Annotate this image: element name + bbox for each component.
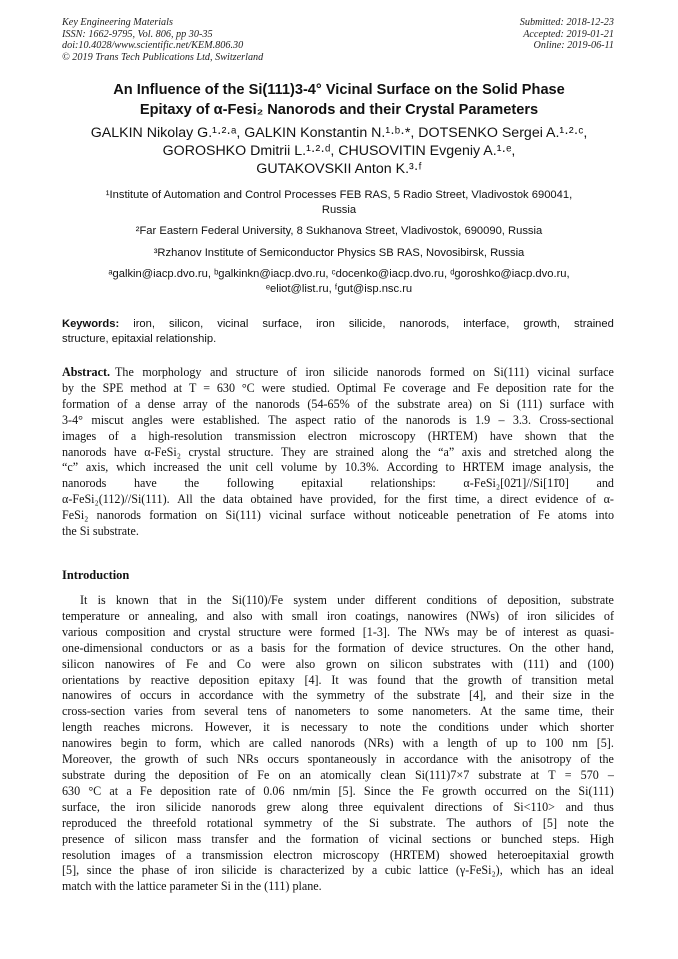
paragraph-line <box>62 863 614 879</box>
paragraph-line <box>62 736 614 752</box>
paragraph-line <box>62 832 614 848</box>
affiliation-2-line: ²Far Eastern Federal University, 8 Sukhanova Street, Vladivostok, 690090, Russia <box>135 225 543 237</box>
affiliation-2 <box>62 224 616 239</box>
emails-line-2: ᵉeliot@list.ru, ᶠgut@isp.nsc.ru <box>265 282 413 295</box>
abstract-line <box>62 492 614 508</box>
paragraph-text: reproduced the threefold rotational symmetry of the Si substrate. The authors of [5] note the <box>62 815 614 830</box>
paragraph-text: 630 °C at a Fe deposition rate of 0.06 nm/min [5]. Since the Fe growth occurred on the Si(111) <box>62 783 614 798</box>
author-list <box>56 124 622 179</box>
abstract-line <box>62 397 614 413</box>
doi-line: doi:10.4028/www.scientific.net/KEM.806.30 <box>62 40 244 52</box>
copyright-line: © 2019 Trans Tech Publications Ltd, Switzerland <box>62 51 264 63</box>
abstract-text: “c” axis, which increased the unit cell volume by 10.3%. According to HRTEM image analysis, the <box>62 460 614 475</box>
introduction-heading: Introduction <box>62 568 130 582</box>
keywords-label: Keywords: <box>62 318 120 330</box>
abstract-word: nanorods <box>62 476 107 491</box>
paragraph-text: nanowires of occurs in accordance with the symmetry of the substrate [4], and their size in the <box>62 688 614 703</box>
paragraph-line <box>62 641 614 657</box>
affiliation-1 <box>62 188 616 218</box>
paragraph-line <box>62 752 614 768</box>
abstract-line <box>62 381 614 397</box>
paragraph-line <box>62 879 614 895</box>
title-line-2: Epitaxy of α-Fesi₂ Nanorods and their Crystal Parameters <box>139 101 539 118</box>
keyword: iron <box>316 318 335 330</box>
paragraph-text: temperature or annealing, and also with small iron coatings, nanowires (NWs) of iron silicides of <box>62 608 614 623</box>
abstract-text: α-FeSi₂(112)//Si(111). All the data obtained have provided, for the first time, a direct evidence of α- <box>62 492 614 507</box>
paragraph-line <box>62 800 614 816</box>
abstract-text: nanorods have α-FeSi₂ crystal structure. They are strained along the “a” axis and stretched along the <box>62 444 614 459</box>
paragraph-line <box>62 673 614 689</box>
paragraph-line <box>62 848 614 864</box>
paragraph-line <box>62 704 614 720</box>
paragraph-text: It is known that in the Si(110)/Fe system under different conditions of deposition, substrate <box>80 593 614 607</box>
paragraph-text: silicon nanowires of Fe and Co were also grown on silicon substrates with (111) and (100) <box>62 656 614 671</box>
paragraph-line <box>62 593 614 609</box>
keyword: silicide, <box>348 318 386 330</box>
online-date: Online: 2019-06-11 <box>533 40 614 52</box>
keyword: surface, <box>262 318 303 330</box>
abstract-text: by the SPE method at T = 630 °C were studied. Optimal Fe coverage and Fe deposition rate for the <box>62 380 614 395</box>
journal-name: Key Engineering Materials <box>62 17 173 28</box>
affiliation-1-line-1: ¹Institute of Automation and Control Processes FEB RAS, 5 Radio Street, Vladivostok 690041, <box>105 189 573 201</box>
keyword: growth, <box>523 318 561 330</box>
paragraph-line <box>62 688 614 704</box>
keywords <box>62 317 614 346</box>
paragraph-text: match with the lattice parameter Si in the (111) plane. <box>62 879 322 894</box>
keywords-line-2: structure, epitaxial relationship. <box>62 332 217 345</box>
authors-line-3: GUTAKOVSKII Anton K.³·ᶠ <box>256 161 422 178</box>
abstract-word: the <box>184 476 200 491</box>
keyword: vicinal <box>217 318 249 330</box>
abstract-text: FeSi₂ nanorods formation on Si(111) vicinal surface without noticeable penetration of Fe atoms into <box>62 508 614 523</box>
abstract-label: Abstract. <box>62 365 111 379</box>
paper-title <box>60 81 618 120</box>
paragraph-line <box>62 768 614 784</box>
affiliation-1-line-2: Russia <box>321 203 357 216</box>
abstract-line <box>62 476 614 492</box>
dates-info <box>520 17 614 52</box>
paragraph-line <box>62 657 614 673</box>
paragraph-text: orientations by reactive deposition epitaxy [4]. It was found that the growth of transition metal <box>62 672 614 687</box>
keyword: nanorods, <box>399 318 450 330</box>
abstract-line <box>62 524 614 540</box>
paragraph-text: Moreover, the growth of such NRs occurs spontaneously in accordance with the anisotropy of the <box>62 752 614 767</box>
abstract-line <box>62 460 614 476</box>
affiliation-3-line: ³Rzhanov Institute of Semiconductor Physics SB RAS, Novosibirsk, Russia <box>153 247 525 259</box>
journal-info <box>62 17 263 63</box>
paragraph-text: substrate during the deposition of Fe on an atomically clean Si(111)7×7 substrate at T = 570 – <box>62 767 614 782</box>
paragraph-text: length reaches microns. However, it is necessary to note the conditions under which shorter <box>62 720 614 735</box>
introduction-body <box>62 593 614 895</box>
submitted-date: Submitted: 2018-12-23 <box>519 17 614 28</box>
paragraph-line <box>62 625 614 641</box>
keyword: interface, <box>463 318 510 330</box>
abstract-word: and <box>596 476 614 491</box>
authors-line-1: GALKIN Nikolay G.¹·²·ᵃ, GALKIN Konstantin N.¹·ᵇ·*, DOTSENKO Sergei A.¹·²·ᶜ, <box>90 125 588 141</box>
abstract-word: following <box>226 476 274 491</box>
paragraph-text: surface, the iron silicide nanorods grew along three equivalent directions of Si<110> and thus <box>62 799 614 814</box>
paragraph-line <box>62 816 614 832</box>
emails-line-1: ᵃgalkin@iacp.dvo.ru, ᵇgalkinkn@iacp.dvo.ru, ᶜdocenko@iacp.dvo.ru, ᵈgoroshko@iacp.dvo.ru, <box>108 268 570 280</box>
author-emails <box>62 267 616 297</box>
paragraph-text: [5], since the phase of iron silicide is characterized by a cubic lattice (γ-FeSi₂), which has an ideal <box>62 863 614 878</box>
paragraph-text: various composition and crystal structure were formed [1-3]. The NWs may be of interest as quasi- <box>62 624 614 639</box>
abstract-line <box>62 365 614 381</box>
abstract-text: the Si substrate. <box>62 524 139 539</box>
abstract-text: The morphology and structure of iron silicide nanorods formed on Si(111) vicinal surface <box>115 365 614 379</box>
abstract-word: relationships: <box>370 476 436 491</box>
authors-line-2: GOROSHKO Dmitrii L.¹·²·ᵈ, CHUSOVITIN Evgeniy A.¹·ᵉ, <box>162 143 516 160</box>
abstract-text: images of a high-resolution transmission electron microscopy (HRTEM) have shown that the <box>62 428 614 443</box>
paragraph-text: resolution images of a transmission electron microscopy (HRTEM) showed heteroepitaxial growth <box>62 847 614 862</box>
issn-line: ISSN: 1662-9795, Vol. 806, pp 30-35 <box>62 28 213 40</box>
paragraph-text: cross-section varies from several tens of nanometers to some nanometers. At the same time, their <box>62 704 614 719</box>
keyword: strained <box>574 318 614 330</box>
abstract <box>62 365 614 540</box>
abstract-line <box>62 445 614 461</box>
title-line-1: An Influence of the Si(111)3-4° Vicinal Surface on the Solid Phase <box>113 82 565 98</box>
abstract-line <box>62 429 614 445</box>
abstract-line <box>62 413 614 429</box>
keywords-line-1 <box>62 317 614 332</box>
abstract-line <box>62 508 614 524</box>
abstract-word: have <box>133 476 157 491</box>
abstract-text: formation of a dense array of the nanorods (54-65% of the substrate area) on Si (111) surface with <box>62 396 614 411</box>
paragraph-text: one-dimensional conductors or as a basis for the formation of device structures. On the other hand, <box>62 640 614 655</box>
affiliation-3 <box>62 246 616 261</box>
abstract-text: 3-4° miscut angles were established. The aspect ratio of the nanorods is 1.9 – 3.3. Cross-sectional <box>62 412 614 427</box>
accepted-date: Accepted: 2019-01-21 <box>523 28 614 40</box>
keyword: iron, <box>133 318 155 330</box>
keyword: silicon, <box>169 318 204 330</box>
abstract-word: α-FeSi₂[02̄1]//Si[11̄0] <box>463 476 569 491</box>
abstract-word: epitaxial <box>301 476 344 491</box>
paragraph-line <box>62 720 614 736</box>
paragraph-line <box>62 609 614 625</box>
paragraph-text: nanowires begin to form, which are called nanorods (NRs) with a length of up to 100 nm [5]. <box>62 736 614 751</box>
paragraph-text: presence of silicon mass transfer and the formation of vicinal sections or bunched steps. High <box>62 831 614 846</box>
paragraph-line <box>62 784 614 800</box>
